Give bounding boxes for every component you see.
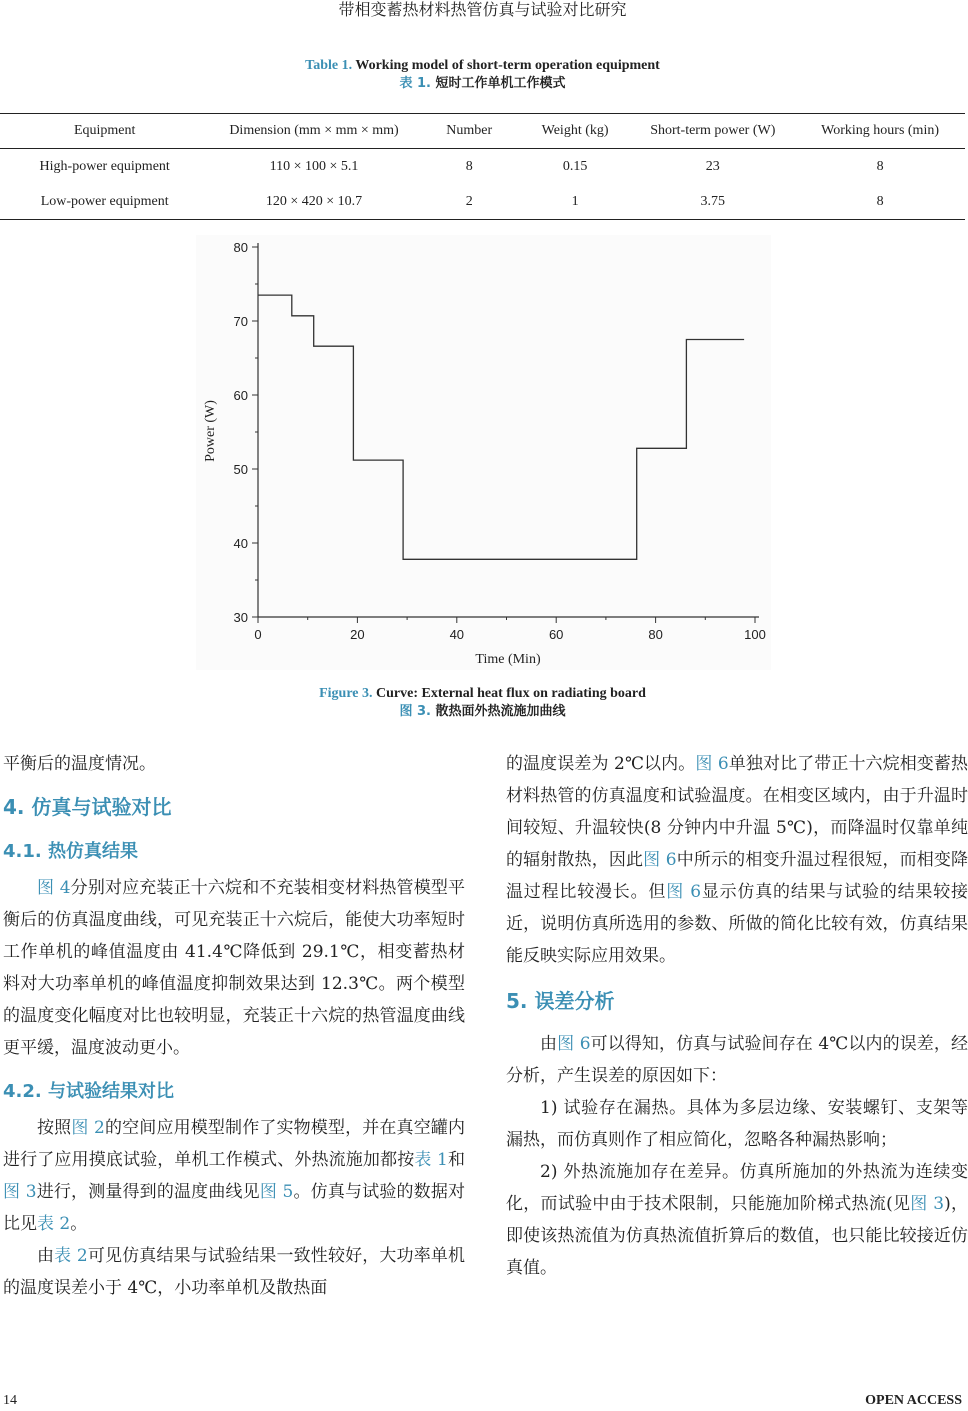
table-cell: 1: [520, 184, 631, 220]
figure-ref-link[interactable]: 图 2: [71, 1118, 105, 1138]
figure-ref-link[interactable]: 图 3: [3, 1182, 37, 1202]
table1-label-zh: 表 1.: [399, 76, 431, 91]
table-cell: 8: [795, 184, 965, 220]
paragraph-text: 。: [70, 1214, 88, 1234]
running-head: 带相变蓄热材料热管仿真与试验对比研究: [338, 0, 627, 19]
table-row: [0, 149, 965, 185]
table1-title-zh: 短时工作单机工作模式: [435, 76, 566, 91]
col-header-equipment: Equipment: [0, 114, 209, 149]
figure-ref-link[interactable]: 图 6: [643, 850, 677, 870]
power-chart: [196, 235, 771, 670]
page-number: 14: [3, 1393, 17, 1408]
col-header-hours: Working hours (min): [795, 114, 965, 149]
paragraph-text: 2) 外热流施加存在差异。仿真所施加的外热流为连续变化，而试验中由于技术限制，只能施加阶梯式热流(见: [506, 1162, 968, 1214]
y-tick-label: 30: [233, 610, 248, 625]
paragraph-text: 单独对比了带正十六烷相变蓄热材料热管的仿真温度和试验温度。在相变区域内，由于升温时间较短、升温较快(8 分钟内中升温 5℃)，而降温时仅靠单纯的辐射散热，因此: [506, 754, 968, 870]
right-column: [506, 748, 968, 1284]
table-cell: 0.15: [562, 158, 588, 174]
figure3-label-zh: 图 3.: [399, 704, 431, 719]
paragraph-text: 按照: [37, 1118, 72, 1138]
paragraph-text: 的空间应用模型制作了实物模型，并在真空罐内进行了应用摸底试验，单机工作模式、外热流施加都按: [3, 1118, 466, 1170]
paragraph: [506, 1156, 968, 1284]
paragraph: 平衡后的温度情况。: [3, 754, 156, 774]
paragraph-text: 和: [447, 1150, 465, 1170]
table-cell: 3.75: [630, 184, 795, 220]
paragraph: [3, 1240, 465, 1304]
paragraph-text: 由: [37, 1246, 55, 1266]
figure-ref-link[interactable]: 图 6: [557, 1034, 591, 1054]
figure3-caption: [0, 685, 965, 721]
table-cell: 2: [419, 184, 520, 220]
table1-label-en: Table 1.: [305, 58, 353, 73]
table-cell: 120 × 420 × 10.7: [209, 184, 418, 220]
y-tick-label: 80: [233, 240, 248, 255]
x-tick-label: 20: [350, 627, 365, 642]
section-heading-4-1: 4.1. 热仿真结果: [3, 841, 138, 862]
figure-ref-link[interactable]: 图 4: [37, 878, 71, 898]
paragraph-text: 显示仿真的结果与试验的结果较接近，说明仿真所选用的参数、所做的简化比较有效，仿真结果能反映实际应用效果。: [506, 882, 968, 966]
table1-title-en: Working model of short-term operation equipment: [355, 58, 660, 73]
open-access-label: OPEN ACCESS: [865, 1393, 962, 1408]
paragraph-text: 。仿真与试验的数据对比见: [3, 1182, 465, 1234]
figure-ref-link[interactable]: 图 6: [695, 754, 729, 774]
paragraph-text: )，即使该热流值为仿真热流值折算后的数值，也只能比较接近仿真值。: [506, 1194, 968, 1278]
x-tick-label: 0: [254, 627, 262, 642]
y-tick-label: 70: [233, 314, 248, 329]
figure3-label-en: Figure 3.: [319, 686, 373, 701]
section-heading-4-2: 4.2. 与试验结果对比: [3, 1081, 174, 1102]
left-column: [3, 748, 465, 1304]
x-tick-label: 60: [548, 627, 564, 642]
table-cell: 8: [876, 158, 884, 174]
table-cell: 8: [465, 158, 473, 174]
section-heading-5: 5. 误差分析: [506, 989, 615, 1013]
table-ref-link[interactable]: 表 2: [37, 1214, 71, 1234]
figure-ref-link[interactable]: 图 6: [666, 882, 702, 902]
table-cell: Low-power equipment: [0, 184, 209, 220]
section-heading-4: 4. 仿真与试验对比: [3, 795, 172, 819]
chart-background: [196, 235, 771, 670]
paragraph: [506, 748, 968, 972]
table-cell: 23: [705, 158, 720, 174]
table-row: [0, 184, 965, 220]
table1-caption: [0, 57, 965, 93]
paragraph-text: 可以得知，仿真与试验间存在 4℃以内的误差，经分析，产生误差的原因如下：: [506, 1034, 968, 1086]
x-tick-label: 80: [648, 627, 663, 642]
figure3-title-zh: 散热面外热流施加曲线: [435, 704, 566, 719]
x-tick-label: 40: [449, 627, 465, 642]
x-axis-label: Time (Min): [475, 652, 541, 667]
paragraph-text: 分别对应充装正十六烷和不充装相变材料热管模型平衡后的仿真温度曲线，可见充装正十六烷后，能使大功率短时工作单机的峰值温度由 41.4℃降低到 29.1℃，相变蓄热材料对大功率单机的峰值温度抑制效果达到 12.3℃。两个模型的温度变化幅度对比也较明显，充装正十六烷的热管温度曲线更平缓，温度波动更小。: [3, 878, 465, 1058]
paragraph-text: 的温度误差为 2℃以内。: [506, 754, 696, 774]
y-tick-label: 60: [233, 388, 248, 403]
table-cell: High-power equipment: [39, 158, 170, 174]
figure3-title-en: Curve: External heat flux on radiating board: [376, 686, 646, 701]
paragraph: [506, 1028, 968, 1092]
table-ref-link[interactable]: 表 1: [414, 1150, 448, 1170]
equipment-table: [0, 113, 965, 220]
paragraph-text: 由: [540, 1034, 558, 1054]
y-tick-label: 50: [233, 462, 248, 477]
col-header-weight: Weight (kg): [520, 114, 631, 149]
col-header-power: Short-term power (W): [630, 114, 795, 149]
table-cell: 110 × 100 × 5.1: [269, 158, 359, 174]
x-tick-label: 100: [744, 627, 766, 642]
paragraph: 1) 试验存在漏热。具体为多层边缘、安装螺钉、支架等漏热，而仿真则作了相应简化，忽略各种漏热影响；: [506, 1098, 968, 1150]
y-axis-label: Power (W): [203, 400, 218, 462]
figure-ref-link[interactable]: 图 3: [910, 1194, 945, 1214]
paragraph-text: 可见仿真结果与试验结果一致性较好，大功率单机的温度误差小于 4℃，小功率单机及散热面: [3, 1246, 466, 1298]
paragraph: [3, 1112, 465, 1240]
paragraph: [3, 872, 465, 1064]
y-tick-label: 40: [233, 536, 248, 551]
table-header-row: [0, 114, 965, 149]
col-header-number: Number: [419, 114, 520, 149]
paragraph-text: 中所示的相变升温过程很短，而相变降温过程比较漫长。但: [506, 850, 968, 902]
col-header-dimension: Dimension (mm × mm × mm): [209, 114, 418, 149]
paragraph-text: 进行，测量得到的温度曲线见: [36, 1182, 260, 1202]
figure-ref-link[interactable]: 图 5: [259, 1182, 294, 1202]
table-ref-link[interactable]: 表 2: [54, 1246, 88, 1266]
